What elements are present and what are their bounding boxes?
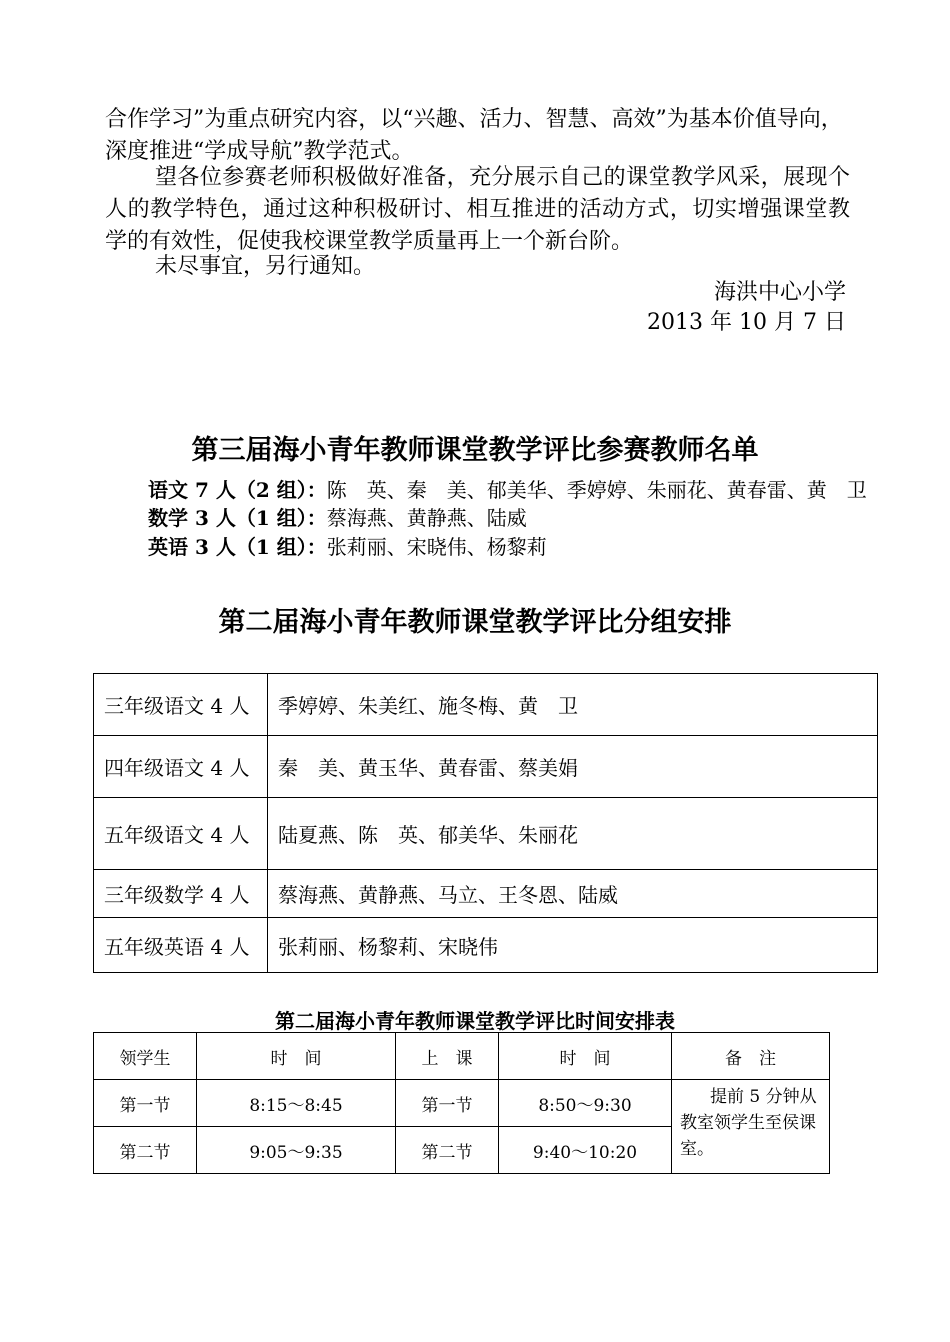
table-row (94, 798, 878, 870)
intro-paragraph-3: 未尽事宜，另行通知。 (155, 254, 376, 279)
participant-row (148, 475, 867, 505)
table-row (94, 736, 878, 798)
signature-date: 2013 年 10 月 7 日 (647, 310, 846, 335)
participant-list-title: 第三届海小青年教师课堂教学评比参赛教师名单 (191, 435, 759, 466)
table-row (94, 1080, 830, 1127)
group-names: 季婷婷、朱美红、施冬梅、黄 卫 (268, 674, 878, 736)
group-names: 秦 美、黄玉华、黄春雷、蔡美娟 (268, 736, 878, 798)
group-names: 陆夏燕、陈 英、郁美华、朱丽花 (268, 798, 878, 870)
header-cell: 领学生 (94, 1033, 197, 1080)
group-grade: 五年级英语 4 人 (94, 918, 268, 973)
participant-subject: 语文 7 人（2 组）： (148, 478, 327, 502)
group-grade: 四年级语文 4 人 (94, 736, 268, 798)
table-row (94, 918, 878, 973)
intro-paragraph-1: 合作学习”为重点研究内容，以“兴趣、活力、智慧、高效”为基本价值导向，深度推进“学成导航”教学范式。 (105, 107, 843, 164)
schedule-title: 第二届海小青年教师课堂教学评比时间安排表 (275, 1009, 675, 1033)
participant-subject: 数学 3 人（1 组）： (148, 506, 327, 530)
table-row (94, 674, 878, 736)
group-grade: 五年级语文 4 人 (94, 798, 268, 870)
table-cell: 9:40～10:20 (499, 1127, 672, 1174)
table-header-row (94, 1033, 830, 1080)
schedule-table (93, 1032, 830, 1174)
participant-row (148, 503, 527, 533)
table-cell: 8:15～8:45 (197, 1080, 396, 1127)
participant-row (148, 532, 547, 562)
note-line: 提前 5 分钟从 (710, 1087, 817, 1107)
group-names: 张莉丽、杨黎莉、宋晓伟 (268, 918, 878, 973)
table-cell: 第一节 (396, 1080, 499, 1127)
header-cell: 时 间 (197, 1033, 396, 1080)
group-grade: 三年级数学 4 人 (94, 870, 268, 918)
note-line: 教室领学生至侯课室。 (680, 1113, 816, 1159)
table-row (94, 870, 878, 918)
table-cell: 第二节 (396, 1127, 499, 1174)
signature-org: 海洪中心小学 (713, 280, 846, 305)
participant-names: 蔡海燕、黄静燕、陆威 (326, 506, 527, 530)
intro-paragraph-2: 望各位参赛老师积极做好准备，充分展示自己的课堂教学风采，展现个人的教学特色，通过这种积极研讨、相互推进的活动方式，切实增强课堂教学的有效性，促使我校课堂教学质量再上一个新台阶。 (105, 165, 850, 254)
header-cell: 时 间 (499, 1033, 672, 1080)
participant-names: 陈 英、秦 美、郁美华、季婷婷、朱丽花、黄春雷、黄 卫 (326, 478, 867, 502)
participant-subject: 英语 3 人（1 组）： (148, 535, 327, 559)
group-grade: 三年级语文 4 人 (94, 674, 268, 736)
group-arrangement-table (93, 673, 878, 973)
table-cell: 9:05～9:35 (197, 1127, 396, 1174)
table-cell: 8:50～9:30 (499, 1080, 672, 1127)
table-cell: 第二节 (94, 1127, 197, 1174)
header-cell: 备 注 (672, 1033, 830, 1080)
header-cell: 上 课 (396, 1033, 499, 1080)
group-names: 蔡海燕、黄静燕、马立、王冬恩、陆威 (268, 870, 878, 918)
table-cell: 第一节 (94, 1080, 197, 1127)
group-arrangement-title: 第二届海小青年教师课堂教学评比分组安排 (218, 607, 732, 638)
note-cell (672, 1080, 830, 1174)
participant-names: 张莉丽、宋晓伟、杨黎莉 (326, 535, 547, 559)
